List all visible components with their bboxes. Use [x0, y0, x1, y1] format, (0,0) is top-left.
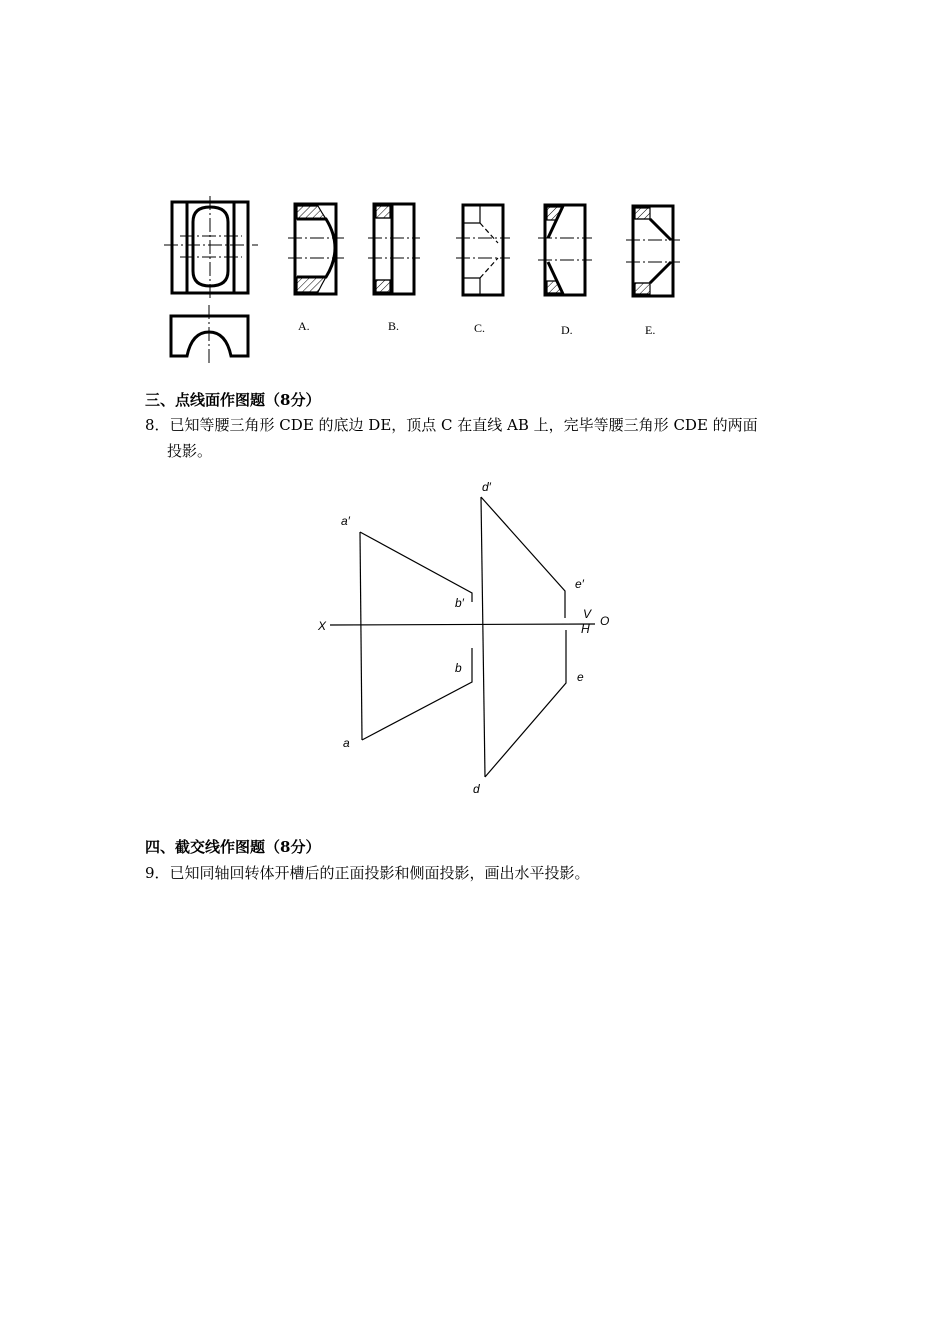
label-b: b [455, 661, 462, 675]
label-o: O [600, 614, 610, 628]
projection-line-d [481, 497, 485, 777]
section-3-heading: 三、点线面作图题（8分） [145, 391, 321, 409]
projection-figure [0, 460, 950, 820]
label-a: a [343, 736, 350, 750]
line-ab-front [360, 532, 472, 602]
question-9-text: 9．已知同轴回转体开槽后的正面投影和侧面投影，画出水平投影。 [145, 864, 590, 882]
label-d: d [473, 782, 480, 796]
label-a-prime: a′ [341, 514, 350, 528]
label-v: V [583, 607, 592, 621]
section-4-heading: 四、截交线作图题（8分） [145, 838, 321, 856]
option-c-view [456, 205, 510, 295]
base-de-front [481, 497, 565, 618]
option-d-label: D. [561, 323, 573, 337]
x-axis-line [330, 624, 595, 625]
option-e-view [626, 206, 680, 296]
option-b-label: B. [388, 319, 400, 333]
question-8-line-1: 8．已知等腰三角形 CDE 的底边 DE，顶点 C 在直线 AB 上，完毕等腰三角形 CDE 的两面 [145, 416, 758, 434]
label-x: X [318, 619, 327, 633]
label-e: e [577, 670, 584, 684]
projection-line-a [360, 532, 362, 740]
question-8-line-2: 投影。 [167, 442, 213, 460]
label-b-prime: b′ [455, 596, 464, 610]
main-top-view [164, 196, 258, 300]
option-c-label: C. [474, 321, 486, 335]
option-d-view [538, 205, 592, 295]
main-bottom-view [171, 305, 248, 366]
option-a-label: A. [298, 319, 310, 333]
label-h: H [581, 622, 590, 636]
option-e-label: E. [645, 323, 656, 337]
option-views-figure [0, 0, 950, 380]
label-e-prime: e′ [575, 577, 584, 591]
option-a-view [288, 204, 344, 294]
option-b-view [368, 204, 420, 294]
base-de-top [485, 630, 566, 777]
label-d-prime: d′ [482, 480, 491, 494]
